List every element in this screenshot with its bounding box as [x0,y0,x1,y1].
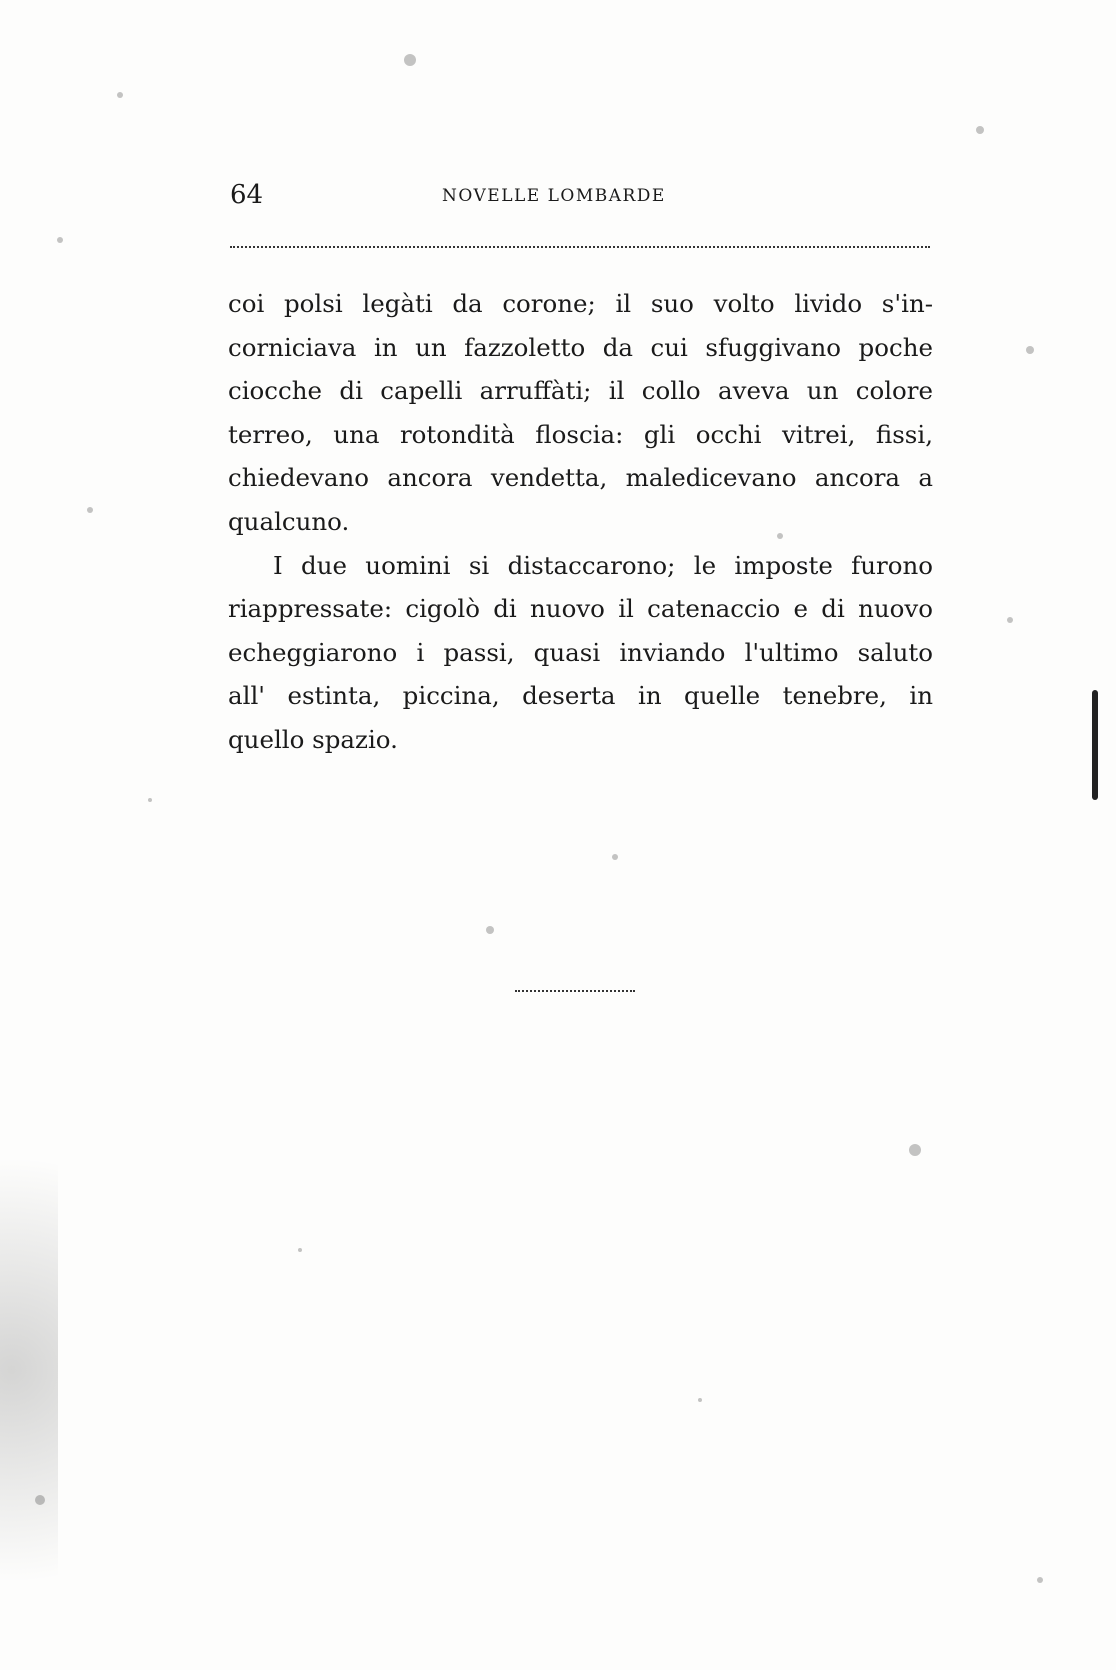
paragraph-1 [228,282,933,544]
scan-edge-shadow [0,1070,58,1670]
text-line: terreo, una rotondità floscia: gli occhi vitrei, fissi, [228,419,933,449]
text-line: I due uomini si distaccarono; le imposte furono [273,550,933,580]
running-title: NOVELLE LOMBARDE [442,186,666,206]
text-line: all' estinta, piccina, deserta in quelle tenebre, in [228,681,933,711]
text-line: riappressate: cigolò di nuovo il catenaccio e di nuovo [228,594,933,624]
page-number: 64 [230,180,264,210]
text-line: coi polsi legàti da corone; il suo volto livido s'in- [228,289,933,318]
text-line: ciocche di capelli arruffàti; il collo aveva un colore [228,376,933,406]
body-text [228,282,933,762]
text-line: chiedevano ancora vendetta, maledicevano ancora a [228,463,933,493]
scan-edge-mark [1092,690,1098,800]
header-divider [230,246,930,248]
paragraph-2 [228,544,933,762]
text-line: echeggiarono i passi, quasi inviando l'ultimo saluto [228,637,933,667]
text-line: qualcuno. [228,506,350,536]
end-of-chapter-rule [515,990,635,992]
page-header [230,180,930,216]
text-line: quello spazio. [228,724,398,754]
text-line: corniciava in un fazzoletto da cui sfuggivano poche [228,332,933,362]
